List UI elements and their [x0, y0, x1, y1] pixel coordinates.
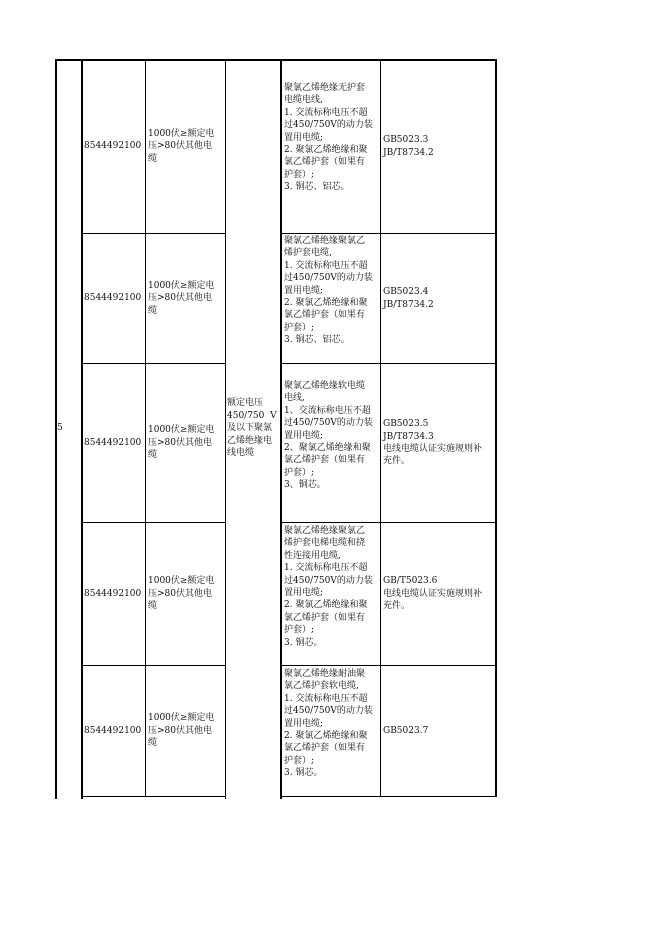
product-description: 聚氯乙烯绝缘无护套 电缆电线, 1. 交流标称电压不超 过450/750V的动力装 置用电缆; 2. 聚氯乙烯绝缘和聚 氯乙烯护套（如果有 护套）; 3. 铜芯、铝芯。: [284, 83, 373, 193]
hs-code-cell: [84, 364, 144, 522]
hs-code: 8544492100: [84, 293, 142, 304]
hs-code: 8544492100: [84, 588, 142, 599]
standard-cell: [383, 364, 495, 522]
goods-name: 1000伏≥额定电 压>80伏其他电 缆: [148, 425, 215, 461]
category-cell: [227, 61, 280, 796]
product-description: 聚氯乙烯绝缘聚氯乙 烯护套电缆, 1. 交流标称电压不超 过450/750V的动力装 置用电缆; 2. 聚氯乙烯绝缘和聚 氯乙烯护套（如果有 护套）; 3. 铜芯、铝芯。: [284, 236, 373, 346]
hs-code: 8544492100: [84, 725, 142, 736]
seq-number-cell: [57, 61, 80, 796]
hs-code-cell: [84, 666, 144, 796]
product-description: 聚氯乙烯绝缘聚氯乙 烯护套电梯电缆和挠 性连接用电缆, 1. 交流标称电压不超 过450/750V的动力装 置用电缆; 2. 聚氯乙烯绝缘和聚 氯乙烯护套（如果有 护套）; 3. 铜芯。: [284, 526, 373, 648]
seq-number: 5: [57, 423, 63, 434]
grid-line: [225, 59, 226, 799]
goods-name-cell: [148, 364, 225, 522]
standard-cell: [383, 234, 495, 363]
goods-name-cell: [148, 523, 225, 665]
grid-line: [380, 59, 381, 797]
goods-name-cell: [148, 666, 225, 796]
grid-line: [81, 796, 226, 797]
goods-name-cell: [148, 61, 225, 232]
standard-text: GB/T5023.6 电线电缆认证实施规则补 充件。: [383, 576, 483, 612]
hs-code: 8544492100: [84, 141, 142, 152]
goods-name-cell: [148, 234, 225, 363]
goods-name: 1000伏≥额定电 压>80伏其他电 缆: [148, 576, 215, 612]
standard-cell: [383, 61, 495, 232]
goods-name: 1000伏≥额定电 压>80伏其他电 缆: [148, 128, 215, 164]
standard-cell: [383, 666, 495, 796]
standard-text: GB5023.3 JB/T8734.2: [383, 135, 434, 158]
hs-code-cell: [84, 523, 144, 665]
goods-name: 1000伏≥额定电 压>80伏其他电 缆: [148, 713, 215, 749]
standard-cell: [383, 523, 495, 665]
grid-line: [145, 59, 146, 797]
goods-name: 1000伏≥额定电 压>80伏其他电 缆: [148, 280, 215, 316]
grid-line: [280, 59, 282, 799]
hs-code-cell: [84, 234, 144, 363]
standard-text: GB5023.5 JB/T8734.3 电线电缆认证实施规则补 充件。: [383, 419, 483, 467]
standard-text: GB5023.4 JB/T8734.2: [383, 287, 434, 310]
product-description: 聚氯乙烯绝缘耐油聚 氯乙烯护套软电缆, 1. 交流标称电压不超 过450/750V的动力装 置用电缆; 2. 聚氯乙烯绝缘和聚 氯乙烯护套（如果有 护套）; 3. 铜芯。: [284, 669, 373, 779]
grid-line: [495, 59, 497, 797]
standard-text: GB5023.7: [383, 725, 429, 736]
category-text: 额定电压 450/750 V 及以下聚氯 乙烯绝缘电 线电缆: [227, 398, 277, 459]
grid-line: [81, 59, 83, 799]
hs-code: 8544492100: [84, 437, 142, 448]
hs-code-cell: [84, 61, 144, 232]
product-description: 聚氯乙烯绝缘软电缆 电线, 1、交流标称电压不超 过450/750V的动力装 置用电缆; 2、聚氯乙烯绝缘和聚 氯乙烯护套（如果有 护套）; 3、铜芯。: [284, 381, 373, 491]
grid-line: [281, 796, 496, 797]
